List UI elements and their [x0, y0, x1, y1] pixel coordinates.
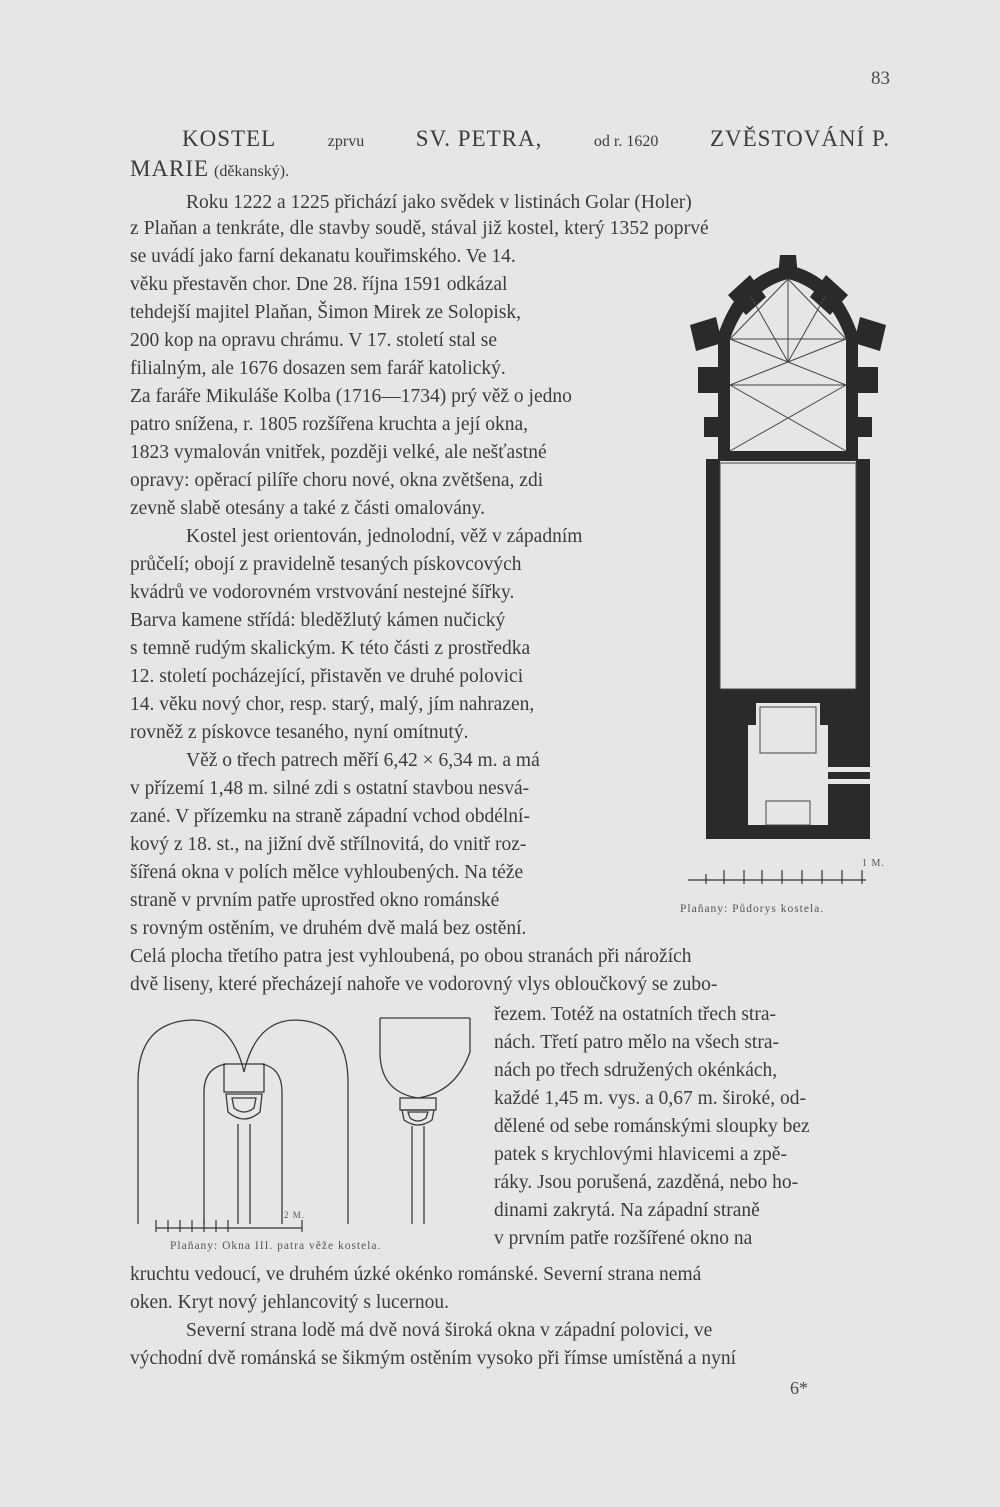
heading-marie: MARIE	[130, 156, 210, 181]
text-line: patek s krychlovými hlavicemi a zpě-	[494, 1144, 787, 1165]
text-line: věku přestavěn chor. Dne 28. října 1591 odkázal	[130, 274, 508, 295]
text-line: šířená okna v polích mělce vyhloubených. Na téže	[130, 862, 524, 883]
text-line: zané. V přízemku na straně západní vchod obdélní-	[130, 806, 530, 827]
heading-year: od r. 1620	[593, 133, 659, 150]
text-line: s rovným ostěním, ve druhém dvě malá bez ostění.	[130, 918, 527, 939]
text-line: straně v prvním patře uprostřed okno románské	[130, 890, 500, 911]
text-line: východní dvě románská se šikmým ostěním vysoko při římse umístěná a nyní	[130, 1348, 737, 1369]
text-line: opravy: opěrací pilíře choru nové, okna zvětšena, zdi	[130, 470, 544, 491]
plan-scale-unit: 1 M.	[862, 858, 885, 869]
text-line: nách. Třetí patro mělo na všech stra-	[494, 1032, 779, 1053]
text-line: 200 kop na opravu chrámu. V 17. století stal se	[130, 330, 498, 351]
heading-zvestovani: ZVĚSTOVÁNÍ P.	[709, 126, 890, 151]
text-line: Roku 1222 a 1225 přichází jako svědek v listinách Golar (Holer)	[186, 192, 692, 213]
text-line: Za faráře Mikuláše Kolba (1716—1734) prý věž o jedno	[130, 386, 572, 407]
text-line: Severní strana lodě má dvě nová široká okna v západní polovici, ve	[186, 1320, 713, 1341]
text-line: oken. Kryt nový jehlancovitý s lucernou.	[130, 1292, 449, 1313]
text-line: průčelí; obojí z pravidelně tesaných pískovcových	[130, 554, 522, 575]
text-line: patro snížena, r. 1805 rozšířena kruchta a její okna,	[130, 414, 528, 435]
tower-windows-drawing	[134, 1012, 474, 1232]
text-line: zevně slabě otesány a také z části omalovány.	[130, 498, 485, 519]
text-line: kruchtu vedoucí, ve druhém úzké okénko románské. Severní strana nemá	[130, 1264, 702, 1285]
heading-line-2	[130, 156, 289, 185]
text-line: 1823 vymalován vnitřek, později velké, ale nešťastné	[130, 442, 547, 463]
text-line: filialným, ale 1676 dosazen sem farář katolický.	[130, 358, 506, 379]
heading-sv-petra: SV. PETRA,	[415, 126, 543, 151]
text-line: kvádrů ve vodorovném vrstvování nestejné šířky.	[130, 582, 515, 603]
church-floor-plan	[688, 255, 888, 855]
text-line: rovněž z pískovce tesaného, nyní omítnutý.	[130, 722, 469, 743]
heading-zprvu: zprvu	[327, 133, 365, 150]
text-line: s temně rudým skalickým. K této části z prostředka	[130, 638, 531, 659]
text-line: v prvním patře rozšířené okno na	[494, 1228, 753, 1249]
text-line: 14. věku nový chor, resp. starý, malý, jím nahrazen,	[130, 694, 535, 715]
text-line: kový z 18. st., na jižní dvě střílnovitá, do vnitř roz-	[130, 834, 527, 855]
text-line: Kostel jest orientován, jednolodní, věž v západním	[186, 526, 583, 547]
signature-mark: 6*	[790, 1378, 808, 1398]
heading-dekansky: (děkanský).	[214, 163, 290, 180]
text-line: každé 1,45 m. vys. a 0,67 m. široké, od-	[494, 1088, 806, 1109]
heading-line-1	[182, 126, 890, 155]
text-line: se uvádí jako farní dekanatu kouřimského. Ve 14.	[130, 246, 516, 267]
text-line: dinami zakrytá. Na západní straně	[494, 1200, 760, 1221]
text-line: nách po třech sdružených okénkách,	[494, 1060, 778, 1081]
window-scale-unit: 2 M.	[284, 1210, 306, 1220]
heading-kostel: KOSTEL	[182, 126, 277, 151]
plan-caption: Plaňany: Půdorys kostela.	[680, 903, 825, 915]
text-line: dělené od sebe románskými sloupky bez	[494, 1116, 810, 1137]
text-line: z Plaňan a tenkráte, dle stavby soudě, stával již kostel, který 1352 poprvé	[130, 218, 709, 239]
text-line: Věž o třech patrech měří 6,42 × 6,34 m. a má	[186, 750, 540, 771]
text-line: tehdejší majitel Plaňan, Šimon Mirek ze Solopisk,	[130, 302, 522, 323]
window-caption: Plaňany: Okna III. patra věže kostela.	[170, 1240, 382, 1252]
page-number: 83	[871, 68, 890, 89]
text-line: v přízemí 1,48 m. silné zdi s ostatní stavbou nesvá-	[130, 778, 530, 799]
text-line: ráky. Jsou porušená, zazděná, nebo ho-	[494, 1172, 799, 1193]
text-line: Barva kamene střídá: bleděžlutý kámen nučický	[130, 610, 506, 631]
text-line: 12. století pocházející, přistavěn ve druhé polovici	[130, 666, 524, 687]
text-line: Celá plocha třetího patra jest vyhloubená, po obou stranách při nárožích	[130, 946, 692, 967]
text-line: řezem. Totéž na ostatních třech stra-	[494, 1004, 776, 1025]
text-line: dvě liseny, které přecházejí nahoře ve vodorovný vlys obloučkový se zubo-	[130, 974, 718, 995]
